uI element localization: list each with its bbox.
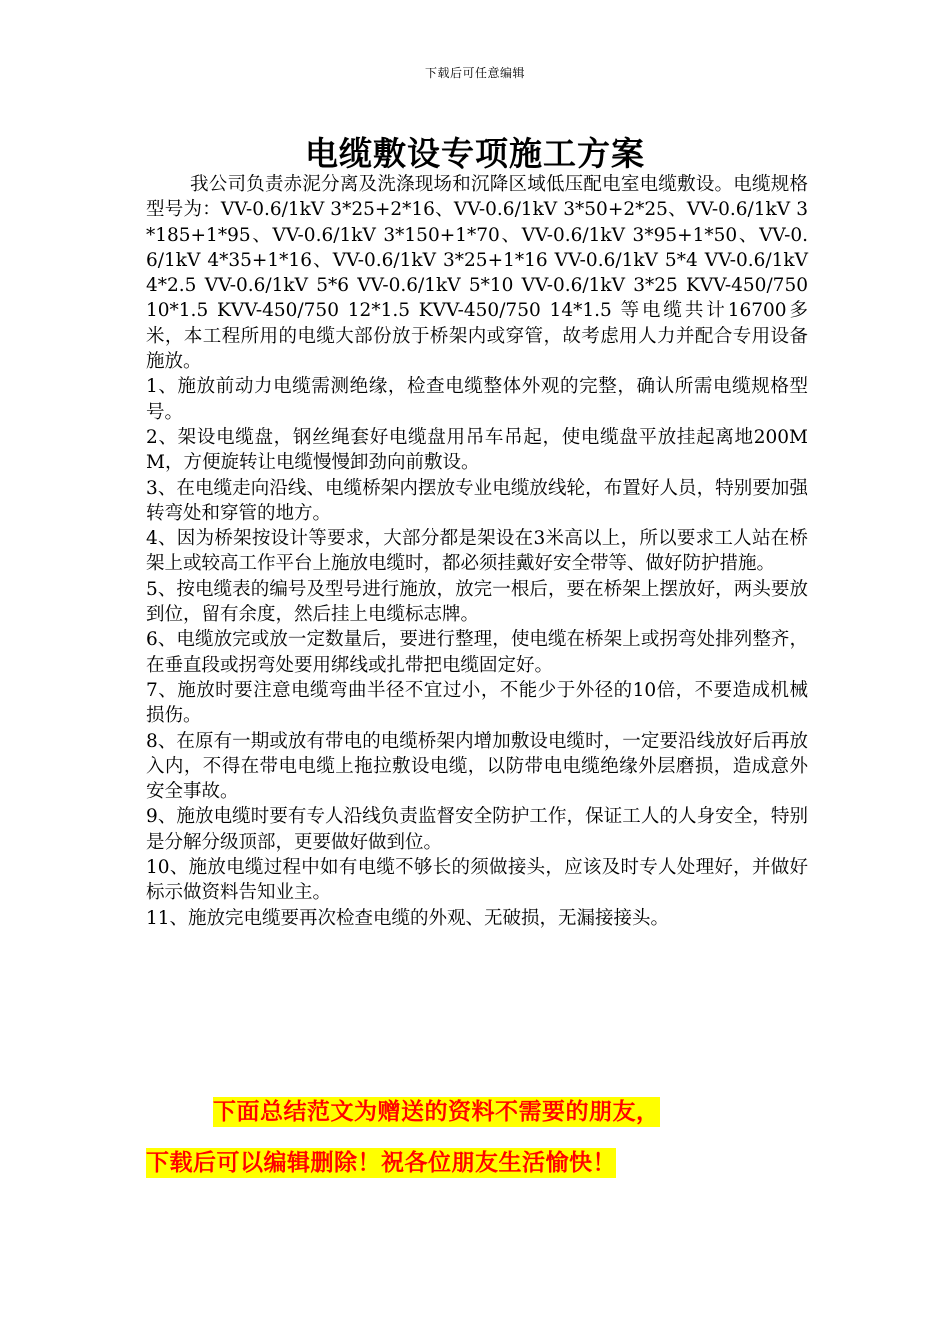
header-note: 下载后可任意编辑 <box>424 66 525 80</box>
step-1: 1、施放前动力电缆需测绝缘，检查电缆整体外观的完整，确认所需电缆规格型号。 <box>146 376 808 423</box>
intro-paragraph: 我公司负责赤泥分离及洗涤现场和沉降区域低压配电室电缆敷设。电缆规格型号为：VV-0.6/1kV 3*25+2*16、VV-0.6/1kV 3*50+2*25、VV-0.6/1kV 3*185+1*95、VV-0.6/1kV 3*150+1*70、VV-0.6/1kV 3*95+1*50、VV-0.6/1kV 4*35+1*16、VV-0.6/1kV 3*25+1*16 VV-0.6/1kV 5*4 VV-0.6/1kV 4*2.5 VV-0.6/1kV 5*6 VV-0.6/1kV 5*10 VV-0.6/1kV 3*25 KVV-450/750 10*1.5 KVV-450/750 12*1.5 KVV-450/750 14*1.5 等电缆共计16700多米，本工程所用的电缆大部份放于桥架内或穿管，故考虑用人力并配合专用设备施放。 <box>146 174 808 373</box>
step-6: 6、电缆放完或放一定数量后，要进行整理，使电缆在桥架上或拐弯处排列整齐，在垂直段或拐弯处要用绑线或扎带把电缆固定好。 <box>146 629 808 676</box>
promo-line-1: 下面总结范文为赠送的资料不需要的朋友， <box>213 1098 660 1125</box>
step-10: 10、施放电缆过程中如有电缆不够长的须做接头，应该及时专人处理好，并做好标示做资料告知业主。 <box>146 857 808 904</box>
step-9: 9、施放电缆时要有专人沿线负责监督安全防护工作，保证工人的人身安全，特别是分解分级顶部，更要做好做到位。 <box>146 806 808 853</box>
document-title: 电缆敷设专项施工方案 <box>305 134 645 173</box>
step-5: 5、按电缆表的编号及型号进行施放，放完一根后，要在桥架上摆放好，两头要放到位，留有余度，然后挂上电缆标志牌。 <box>146 578 808 626</box>
step-4: 4、因为桥架按设计等要求，大部分都是架设在3米高以上，所以要求工人站在桥架上或较高工作平台上施放电缆时，都必须挂戴好安全带等、做好防护措施。 <box>146 528 808 575</box>
step-8: 8、在原有一期或放有带电的电缆桥架内增加敷设电缆时，一定要沿线放好后再放入内，不得在带电电缆上拖拉敷设电缆，以防带电电缆绝缘外层磨损，造成意外安全事故。 <box>146 730 808 803</box>
promo-line-2: 下载后可以编辑删除！祝各位朋友生活愉快！ <box>146 1149 616 1176</box>
step-2: 2、架设电缆盘，钢丝绳套好电缆盘用吊车吊起，使电缆盘平放挂起离地200MM，方便旋转让电缆慢慢卸劲向前敷设。 <box>146 426 808 474</box>
document-body <box>146 172 808 931</box>
step-11: 11、施放完电缆要再次检查电缆的外观、无破损，无漏接接头。 <box>146 907 670 929</box>
step-7: 7、施放时要注意电缆弯曲半径不宜过小，不能少于外径的10倍，不要造成机械损伤。 <box>146 679 808 727</box>
step-3: 3、在电缆走向沿线、电缆桥架内摆放专业电缆放线轮，布置好人员，特别要加强转弯处和穿管的地方。 <box>146 477 808 524</box>
